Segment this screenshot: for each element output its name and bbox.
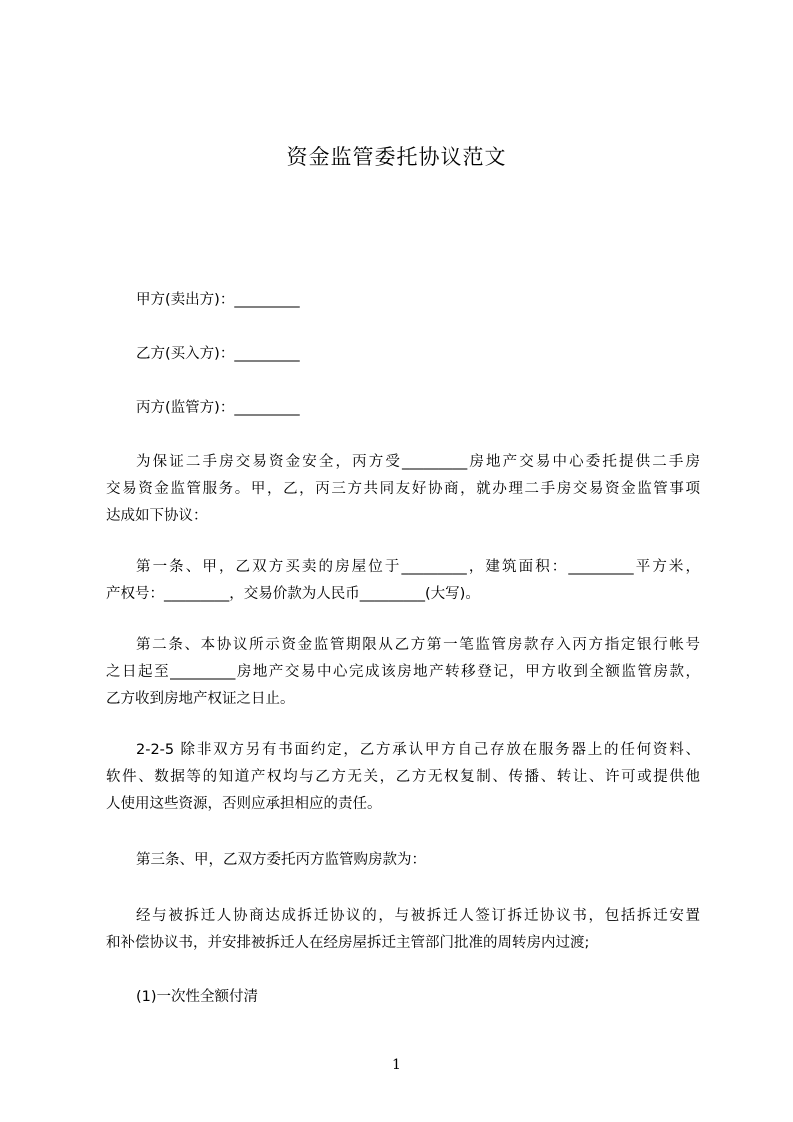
preamble-line-1: 为保证二手房交易资金安全，丙方受_________房地产交易中心委托提供二手房: [136, 454, 700, 470]
relocation-line-1: 经与被拆迁人协商达成拆迁协议的，与被拆迁人签订拆迁协议书，包括拆迁安置: [136, 908, 700, 924]
article-1-line-1: 第一条、甲，乙双方买卖的房屋位于_________，建筑面积：_________平方米，: [136, 559, 700, 575]
article-2-line-3: 乙方收到房地产权证之日止。: [106, 691, 295, 707]
party-buyer: 乙方(买入方)：_________: [136, 346, 300, 362]
payment-option-1: (1)一次性全额付清: [136, 989, 259, 1005]
clause-225-line-1: 2-2-5 除非双方另有书面约定，乙方承认甲方自己存放在服务器上的任何资料、: [136, 742, 700, 758]
party-supervisor: 丙方(监管方)：_________: [136, 400, 300, 416]
clause-225-line-3: 人使用这些资源，否则应承担相应的责任。: [106, 796, 382, 812]
preamble-line-2: 交易资金监管服务。甲，乙，丙三方共同友好协商，就办理二手房交易资金监管事项: [106, 481, 700, 497]
clause-225-line-2: 软件、数据等的知道产权均与乙方无关，乙方无权复制、传播、转让、许可或提供他: [106, 769, 700, 785]
party-seller: 甲方(卖出方)：_________: [136, 292, 300, 308]
article-2-line-1: 第二条、本协议所示资金监管期限从乙方第一笔监管房款存入丙方指定银行帐号: [136, 637, 700, 653]
relocation-line-2: 和补偿协议书，并安排被拆迁人在经房屋拆迁主管部门批准的周转房内过渡;: [106, 935, 590, 951]
page-number: 1: [392, 1057, 401, 1073]
article-2-line-2: 之日起至_________房地产交易中心完成该房地产转移登记，甲方收到全额监管房款，: [106, 664, 700, 680]
article-3: 第三条、甲，乙双方委托丙方监管购房款为：: [136, 852, 426, 868]
article-1-line-2: 产权号：_________，交易价款为人民币_________(大写)。: [106, 586, 480, 602]
document-title: 资金监管委托协议范文: [286, 145, 507, 169]
preamble-line-3: 达成如下协议：: [106, 508, 208, 524]
